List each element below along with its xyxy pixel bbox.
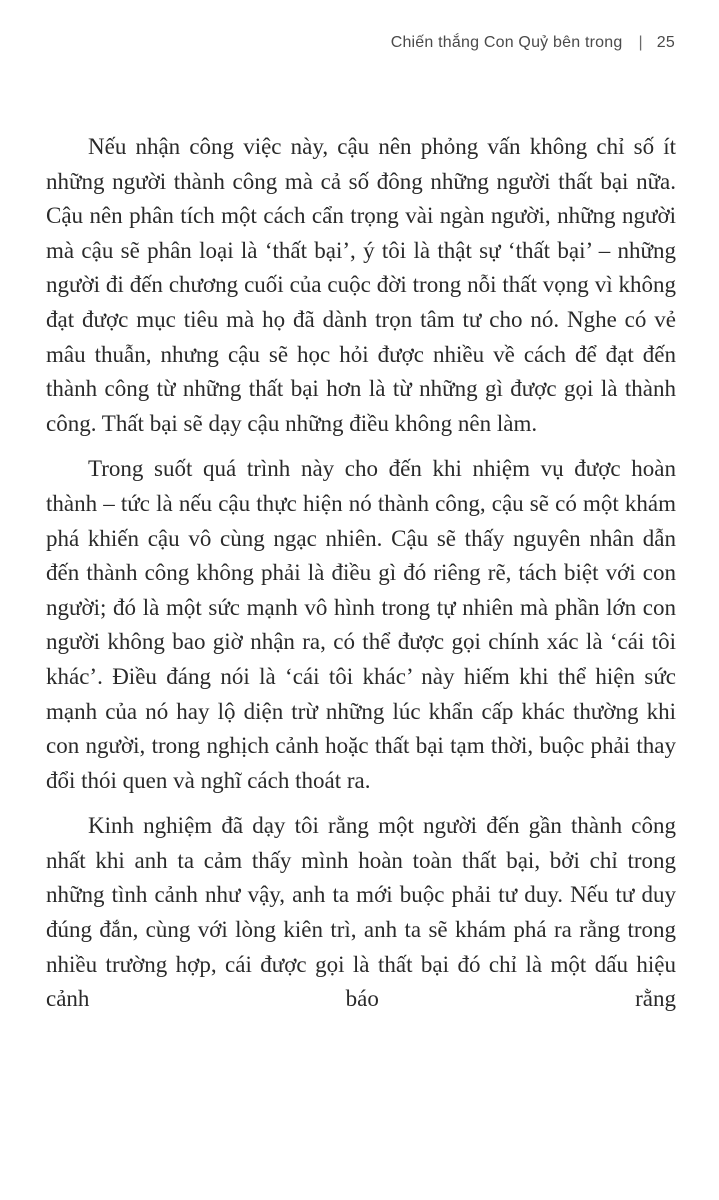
paragraph-3: Kinh nghiệm đã dạy tôi rằng một người đến gần thành công nhất khi anh ta cảm thấy mình hoàn toàn thất bại, bởi chỉ trong những tình cảnh như vậy, anh ta mới buộc phải tư duy. Nếu tư duy đúng đắn, cùng với lòng kiên trì, anh ta sẽ khám phá ra rằng trong nhiều trường hợp, cái được gọi là thất bại đó chỉ là một dấu hiệu cảnh báo rằng (46, 813, 676, 1012)
body-text (46, 130, 676, 1028)
header-separator: | (638, 34, 643, 51)
running-header (391, 34, 675, 52)
paragraph-2: Trong suốt quá trình này cho đến khi nhiệm vụ được hoàn thành – tức là nếu cậu thực hiện nó thành công, cậu sẽ có một khám phá khiến cậu vô cùng ngạc nhiên. Cậu sẽ thấy nguyên nhân dẫn đến thành công không phải là điều gì đó riêng rẽ, tách biệt với con người; đó là một sức mạnh vô hình trong tự nhiên mà phần lớn con người không bao giờ nhận ra, có thể được gọi chính xác là ‘cái tôi khác’. Điều đáng nói là ‘cái tôi khác’ này hiếm khi thể hiện sức mạnh của nó hay lộ diện trừ những lúc khẩn cấp khác thường khi con người, trong nghịch cảnh hoặc thất bại tạm thời, buộc phải thay đổi thói quen và nghĩ cách thoát ra. (46, 456, 676, 793)
paragraph-1: Nếu nhận công việc này, cậu nên phỏng vấn không chỉ số ít những người thành công mà cả số đông những người thất bại nữa. Cậu nên phân tích một cách cẩn trọng vài ngàn người, những người mà cậu sẽ phân loại là ‘thất bại’, ý tôi là thật sự ‘thất bại’ – những người đi đến chương cuối của cuộc đời trong nỗi thất vọng vì không đạt được mục tiêu mà họ đã dành trọn tâm tư cho nó. Nghe có vẻ mâu thuẫn, nhưng cậu sẽ học hỏi được nhiều về cách để đạt đến thành công từ những thất bại hơn là từ những gì được gọi là thành công. Thất bại sẽ dạy cậu những điều không nên làm. (46, 134, 676, 436)
page-number: 25 (656, 34, 675, 51)
chapter-title: Chiến thắng Con Quỷ bên trong (390, 34, 623, 51)
